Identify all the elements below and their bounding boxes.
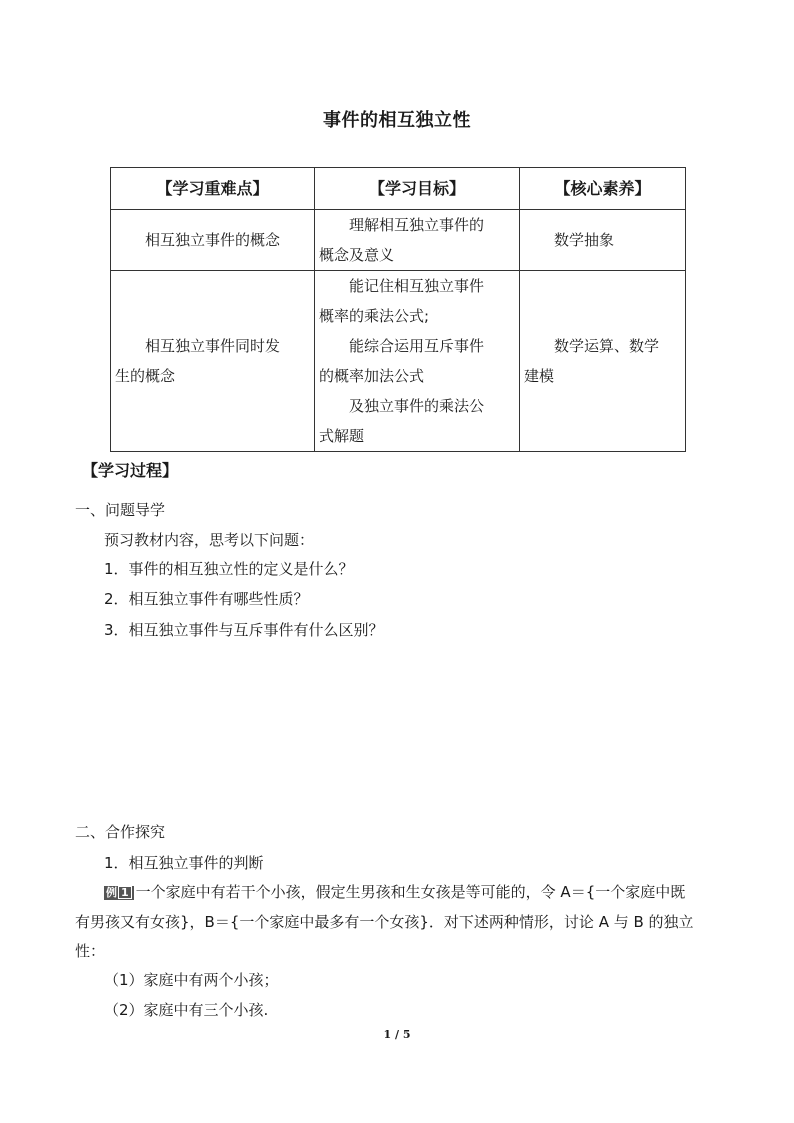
header-key-difficulty: 【学习重难点】 bbox=[111, 168, 315, 210]
goals-table bbox=[110, 167, 686, 452]
example-badge-number: 1 bbox=[118, 886, 132, 899]
example-badge-label: 例 bbox=[106, 886, 117, 899]
row2-goal-line: 概率的乘法公式; bbox=[319, 307, 430, 325]
example-line: 有男孩又有女孩}，B＝{一个家庭中最多有一个女孩}．对下述两种情形，讨论 A 与 B 的独立 bbox=[75, 913, 694, 931]
table-row bbox=[111, 271, 686, 452]
page-title: 事件的相互独立性 bbox=[323, 110, 471, 131]
case-item: （1）家庭中有两个小孩； bbox=[104, 971, 279, 989]
row2-goal-line: 能综合运用互斥事件 bbox=[349, 337, 485, 355]
row2-difficulty-line: 相互独立事件同时发 bbox=[145, 337, 281, 355]
row1-goal-line: 概念及意义 bbox=[319, 246, 395, 264]
section2-heading: 二、合作探究 bbox=[75, 823, 166, 841]
row2-difficulty bbox=[111, 271, 315, 452]
row2-literacy bbox=[520, 271, 686, 452]
example-line bbox=[104, 881, 685, 902]
section2-subheading: 1．相互独立事件的判断 bbox=[104, 854, 264, 872]
page-number: 1 / 5 bbox=[383, 1028, 411, 1041]
row2-goal-line: 及独立事件的乘法公 bbox=[349, 397, 485, 415]
row2-literacy-line: 建模 bbox=[524, 367, 555, 385]
row1-goal-line: 理解相互独立事件的 bbox=[349, 216, 485, 234]
row2-goal bbox=[315, 271, 520, 452]
row2-goal-line: 的概率加法公式 bbox=[319, 367, 425, 385]
example-line: 性： bbox=[75, 942, 106, 960]
row2-goal-line: 能记住相互独立事件 bbox=[349, 277, 485, 295]
header-core-literacy: 【核心素养】 bbox=[520, 168, 686, 210]
row2-goal-line: 式解题 bbox=[319, 427, 365, 445]
table-row bbox=[111, 210, 686, 271]
example-badge bbox=[104, 886, 134, 900]
table-header-row bbox=[111, 168, 686, 210]
section1-heading: 一、问题导学 bbox=[75, 501, 166, 519]
question-item: 3．相互独立事件与互斥事件有什么区别？ bbox=[104, 621, 384, 639]
process-heading: 【学习过程】 bbox=[82, 461, 179, 480]
row2-difficulty-line: 生的概念 bbox=[115, 367, 176, 385]
row1-goal bbox=[315, 210, 520, 271]
row1-difficulty: 相互独立事件的概念 bbox=[111, 210, 315, 271]
section1-intro: 预习教材内容，思考以下问题： bbox=[104, 531, 315, 549]
row2-literacy-line: 数学运算、数学 bbox=[554, 337, 660, 355]
question-item: 2．相互独立事件有哪些性质？ bbox=[104, 590, 309, 608]
header-learning-goal: 【学习目标】 bbox=[315, 168, 520, 210]
question-item: 1．事件的相互独立性的定义是什么？ bbox=[104, 560, 354, 578]
example-text: 一个家庭中有若干个小孩，假定生男孩和生女孩是等可能的，令 A＝{一个家庭中既 bbox=[135, 883, 686, 901]
row1-literacy: 数学抽象 bbox=[520, 210, 686, 271]
case-item: （2）家庭中有三个小孩. bbox=[104, 1001, 269, 1019]
